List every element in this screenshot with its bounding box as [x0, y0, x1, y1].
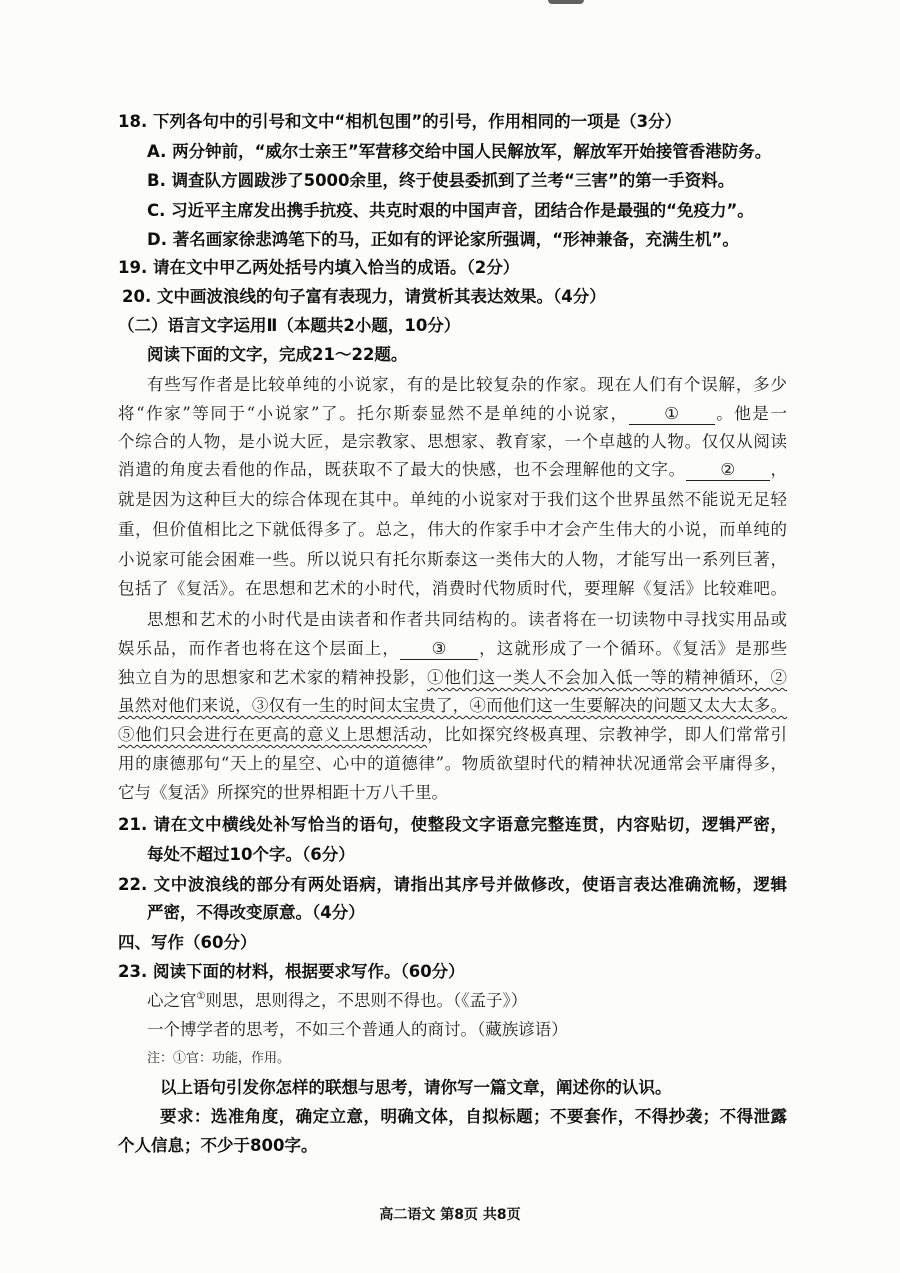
section-4-heading: 四、写作（60分）	[118, 933, 257, 952]
material-text: 心之官	[147, 991, 197, 1010]
scan-artifact	[548, 0, 584, 4]
passage-text: ，	[769, 460, 788, 479]
option-a: A. 两分钟前，“威尔士亲王”军营移交给中国人民解放军，解放军开始接管香港防务。	[147, 142, 772, 161]
passage-p1-line-3: 个综合的人物，是小说大匠，是宗教家、思想家、教育家，一个卓越的人物。仅仅从阅读	[118, 432, 787, 451]
fill-blank-2: ②	[686, 460, 770, 481]
passage-p1-line-1: 有些写作者是比较单纯的小说家，有的是比较复杂的作家。现在人们有个误解，多少	[147, 375, 787, 394]
question-21: 21. 请在文中横线处补写恰当的语句，使整段文字语意完整连贯，内容贴切，逻辑严密，	[118, 815, 787, 834]
question-22: 22. 文中波浪线的部分有两处语病，请指出其序号并做修改，使语言表达准确流畅，逻辑	[118, 875, 787, 894]
passage-p2-line-1: 思想和艺术的小时代是由读者和作者共同结构的。读者将在一切读物中寻找实用品或	[147, 610, 787, 629]
passage-p2-line-2	[118, 638, 787, 660]
passage-p1-line-8: 包括了《复活》。在思想和艺术的小时代，消费时代物质时代，要理解《复活》比较难吧。	[118, 579, 787, 598]
section-2-instruction: 阅读下面的文字，完成21～22题。	[147, 345, 408, 364]
question-23-stem: 23. 阅读下面的材料，根据要求写作。（60分）	[118, 962, 465, 981]
passage-text: 。他是一	[714, 404, 787, 423]
passage-text: 独立自为的思想家和艺术家的精神投影，	[118, 668, 428, 687]
fill-blank-3: ③	[400, 639, 478, 660]
option-b: B. 调查队方圆跋涉了5000余里，终于使县委抓到了兰考“三害”的第一手资料。	[147, 171, 735, 190]
wavy-underlined-text: ⑤他们只会进行在更高的意义上思想活动	[118, 725, 428, 744]
passage-p2-line-3	[118, 667, 787, 689]
question-22-cont: 严密，不得改变原意。（4分）	[147, 903, 365, 922]
passage-p1-line-2	[118, 403, 787, 425]
passage-p1-line-5: 就是因为这种巨大的综合体现在其中。单纯的小说家对于我们这个世界虽然不能说无足轻	[118, 490, 787, 509]
passage-p1-line-6: 重，但价值相比之下就低得多了。总之，伟大的作家手中才会产生伟大的小说，而单纯的	[118, 520, 787, 539]
page-footer: 高二语文 第8页 共8页	[379, 1207, 521, 1223]
passage-p2-line-5	[118, 724, 787, 746]
fill-blank-1: ①	[629, 404, 715, 425]
section-2-heading: （二）语言文字运用Ⅱ（本题共2小题，10分）	[118, 316, 461, 335]
material-1	[147, 990, 527, 1012]
annotation: 注：①官：功能，作用。	[147, 1051, 291, 1066]
writing-requirements: 要求：选准角度，确定立意，明确文体，自拟标题；不要套作，不得抄袭；不得泄露	[160, 1107, 787, 1126]
passage-text: 将“作家”等同于“小说家”了。托尔斯泰显然不是单纯的小说家，	[118, 404, 629, 423]
passage-text: ，比如探究终极真理、宗教神学，即人们常常引	[427, 725, 788, 744]
passage-p2-line-6: 用的康德那句“天上的星空、心中的道德律”。物质欲望时代的精神状况通常会平庸得多，	[118, 754, 787, 773]
material-text: 则思，思则得之，不思则不得也。（《孟子》）	[205, 991, 528, 1010]
wavy-underlined-text: 虽然对他们来说，③仅有一生的时间太宝贵了，④而他们这一生要解决的问题又太大太多。	[118, 696, 787, 715]
question-18-stem: 18. 下列各句中的引号和文中“相机包围”的引号，作用相同的一项是（3分）	[118, 112, 682, 131]
footnote-marker: ①	[196, 991, 206, 1002]
question-21-cont: 每处不超过10个字。（6分）	[147, 845, 355, 864]
option-c: C. 习近平主席发出携手抗疫、共克时艰的中国声音，团结合作是最强的“免疫力”。	[147, 201, 754, 220]
writing-requirements-cont: 个人信息；不少于800字。	[118, 1136, 318, 1155]
passage-p2-line-4	[118, 695, 787, 717]
passage-p2-line-7: 它与《复活》所探究的世界相距十万八千里。	[118, 783, 448, 802]
writing-prompt: 以上语句引发你怎样的联想与思考，请你写一篇文章，阐述你的认识。	[160, 1078, 672, 1097]
passage-text: 消遣的角度去看他的作品，既获取不了最大的快感，也不会理解他的文字。	[118, 460, 686, 479]
passage-p1-line-7: 小说家可能会困难一些。所以说只有托尔斯泰这一类伟大的人物，才能写出一系列巨著，	[118, 550, 787, 569]
passage-p1-line-4	[118, 459, 787, 481]
option-d: D. 著名画家徐悲鸿笔下的马，正如有的评论家所强调，“形神兼备，充满生机”。	[147, 230, 739, 249]
passage-text: ，这就形成了一个循环。《复活》是那些	[478, 639, 787, 658]
material-2: 一个博学者的思考，不如三个普通人的商讨。（藏族谚语）	[147, 1020, 568, 1039]
question-20: 20. 文中画波浪线的句子富有表现力，请赏析其表达效果。（4分）	[122, 287, 606, 306]
wavy-underlined-text: ①他们这一类人不会加入低一等的精神循环，②	[427, 668, 788, 687]
question-19: 19. 请在文中甲乙两处括号内填入恰当的成语。（2分）	[118, 258, 520, 277]
passage-text: 娱乐品，而作者也将在这个层面上，	[118, 639, 400, 658]
